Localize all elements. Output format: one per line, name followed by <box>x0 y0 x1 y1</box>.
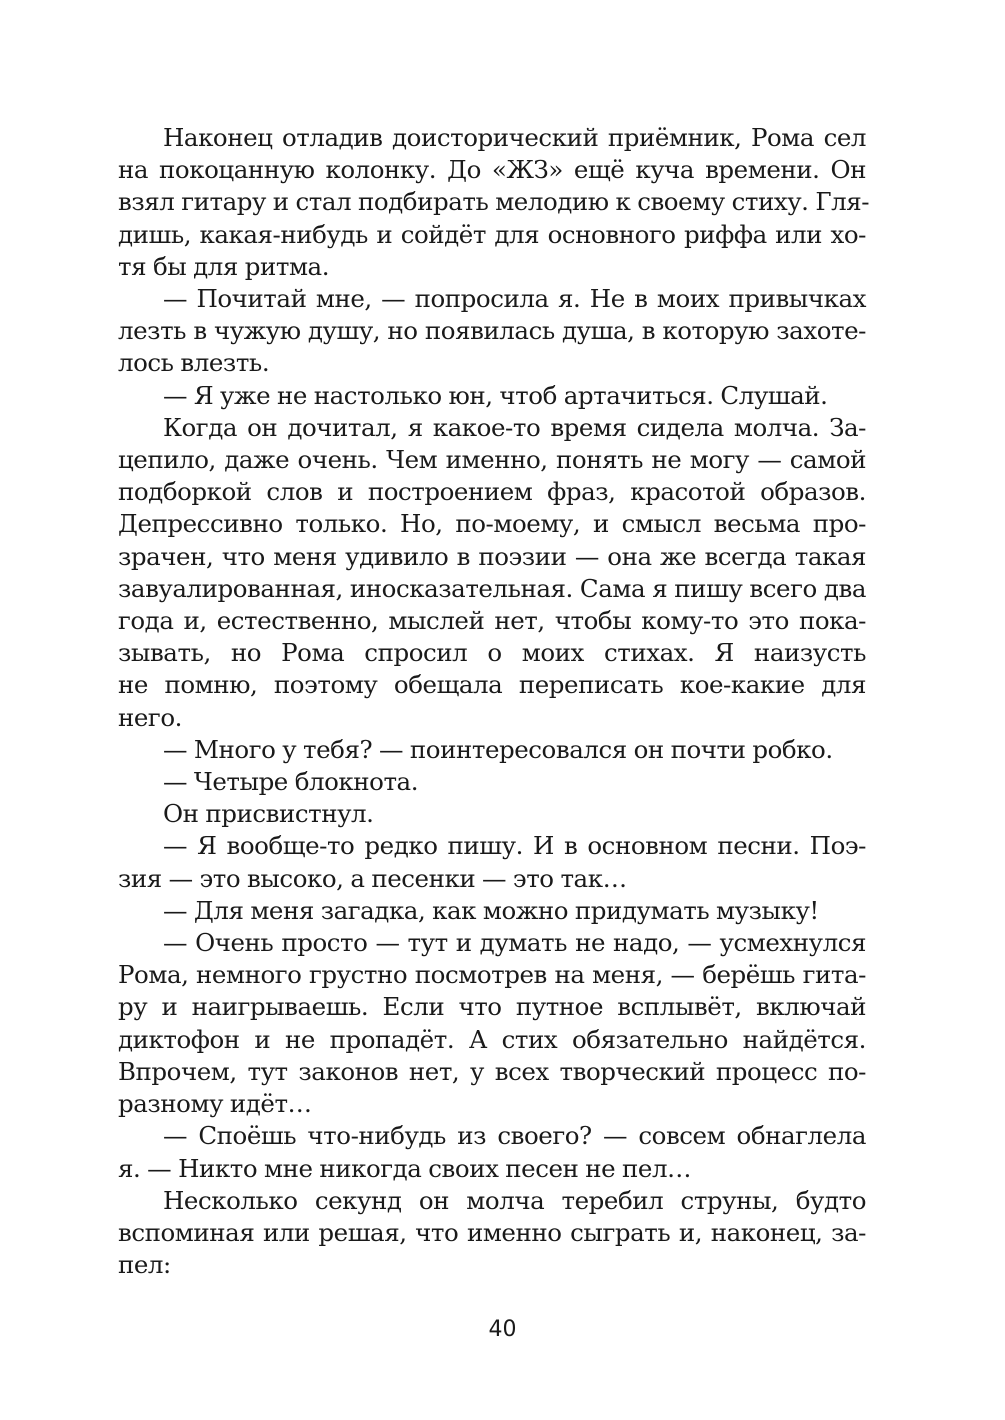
text-line: не помню, поэтому обещала переписать кое-какие для <box>118 670 866 700</box>
paragraph <box>118 927 866 1120</box>
text-line: зрачен, что меня удивило в поэзии — она же всегда такая <box>118 541 866 571</box>
text-line: зывать, но Рома спросил о моих стихах. Я наизусть <box>118 638 866 668</box>
paragraph <box>118 895 866 927</box>
text-line: — Много у тебя? — поинтересовался он почти робко. <box>163 734 833 764</box>
text-line: — Четыре блокнота. <box>163 767 419 797</box>
text-line: — Для меня загадка, как можно придумать музыку! <box>163 895 819 925</box>
paragraph <box>118 412 866 734</box>
text-line: лось влезть. <box>118 348 270 378</box>
text-line: него. <box>118 702 182 732</box>
text-line: разному идёт… <box>118 1089 312 1119</box>
text-line: Он присвистнул. <box>163 799 374 829</box>
text-line: вспоминая или решая, что именно сыграть и, наконец, за- <box>118 1217 866 1247</box>
text-line: Рома, немного грустно посмотрев на меня, — берёшь гита- <box>118 960 866 990</box>
text-line: — Споёшь что-нибудь из своего? — совсем обнаглела <box>163 1121 866 1151</box>
paragraph <box>118 1120 866 1184</box>
text-line: тя бы для ритма. <box>118 251 330 281</box>
paragraph <box>118 380 866 412</box>
text-line: — Я вообще-то редко пишу. И в основном песни. Поэ- <box>163 831 866 861</box>
text-line: Несколько секунд он молча теребил струны, будто <box>163 1185 866 1215</box>
text-line: лезть в чужую душу, но появилась душа, в которую захоте- <box>118 316 866 346</box>
paragraph <box>118 766 866 798</box>
text-line: — Почитай мне, — попросила я. Не в моих привычках <box>163 284 866 314</box>
paragraph <box>118 283 866 380</box>
paragraph <box>118 122 870 283</box>
text-line: я. — Никто мне никогда своих песен не пел… <box>118 1153 692 1183</box>
text-line: Наконец отладив доисторический приёмник, Рома сел <box>163 123 866 152</box>
text-line: диктофон и не пропадёт. А стих обязательно найдётся. <box>118 1024 866 1054</box>
paragraph <box>118 798 866 830</box>
text-line: на покоцанную колонку. До «ЖЗ» ещё куча времени. Он <box>118 155 866 185</box>
paragraph <box>118 830 866 894</box>
text-line: ру и наигрываешь. Если что путное всплывёт, включай <box>118 992 866 1022</box>
page-number: 40 <box>488 1317 517 1342</box>
text-line: дишь, какая-нибудь и сойдёт для основного риффа или хо- <box>118 219 866 249</box>
text-line: — Очень просто — тут и думать не надо, — усмехнулся <box>163 928 866 958</box>
text-line: года и, естественно, мыслей нет, чтобы кому-то это пока- <box>118 606 866 636</box>
text-line: Впрочем, тут законов нет, у всех творческий процесс по- <box>118 1056 866 1086</box>
page-body <box>118 122 870 1281</box>
text-line: — Я уже не настолько юн, чтоб артачиться. Слушай. <box>163 380 828 410</box>
text-line: Депрессивно только. Но, по-моему, и смысл весьма про- <box>118 509 866 539</box>
text-line: цепило, даже очень. Чем именно, понять не могу — самой <box>118 445 866 475</box>
paragraph <box>118 734 866 766</box>
text-line: взял гитару и стал подбирать мелодию к своему стиху. Гля- <box>118 187 870 217</box>
paragraph <box>118 1185 866 1282</box>
text-line: пел: <box>118 1250 171 1280</box>
text-line: завуалированная, иносказательная. Сама я пишу всего два <box>118 573 866 603</box>
text-line: зия — это высоко, а песенки — это так… <box>118 863 627 893</box>
text-line: Когда он дочитал, я какое-то время сидела молча. За- <box>163 412 866 442</box>
text-line: подборкой слов и построением фраз, красотой образов. <box>118 477 866 507</box>
